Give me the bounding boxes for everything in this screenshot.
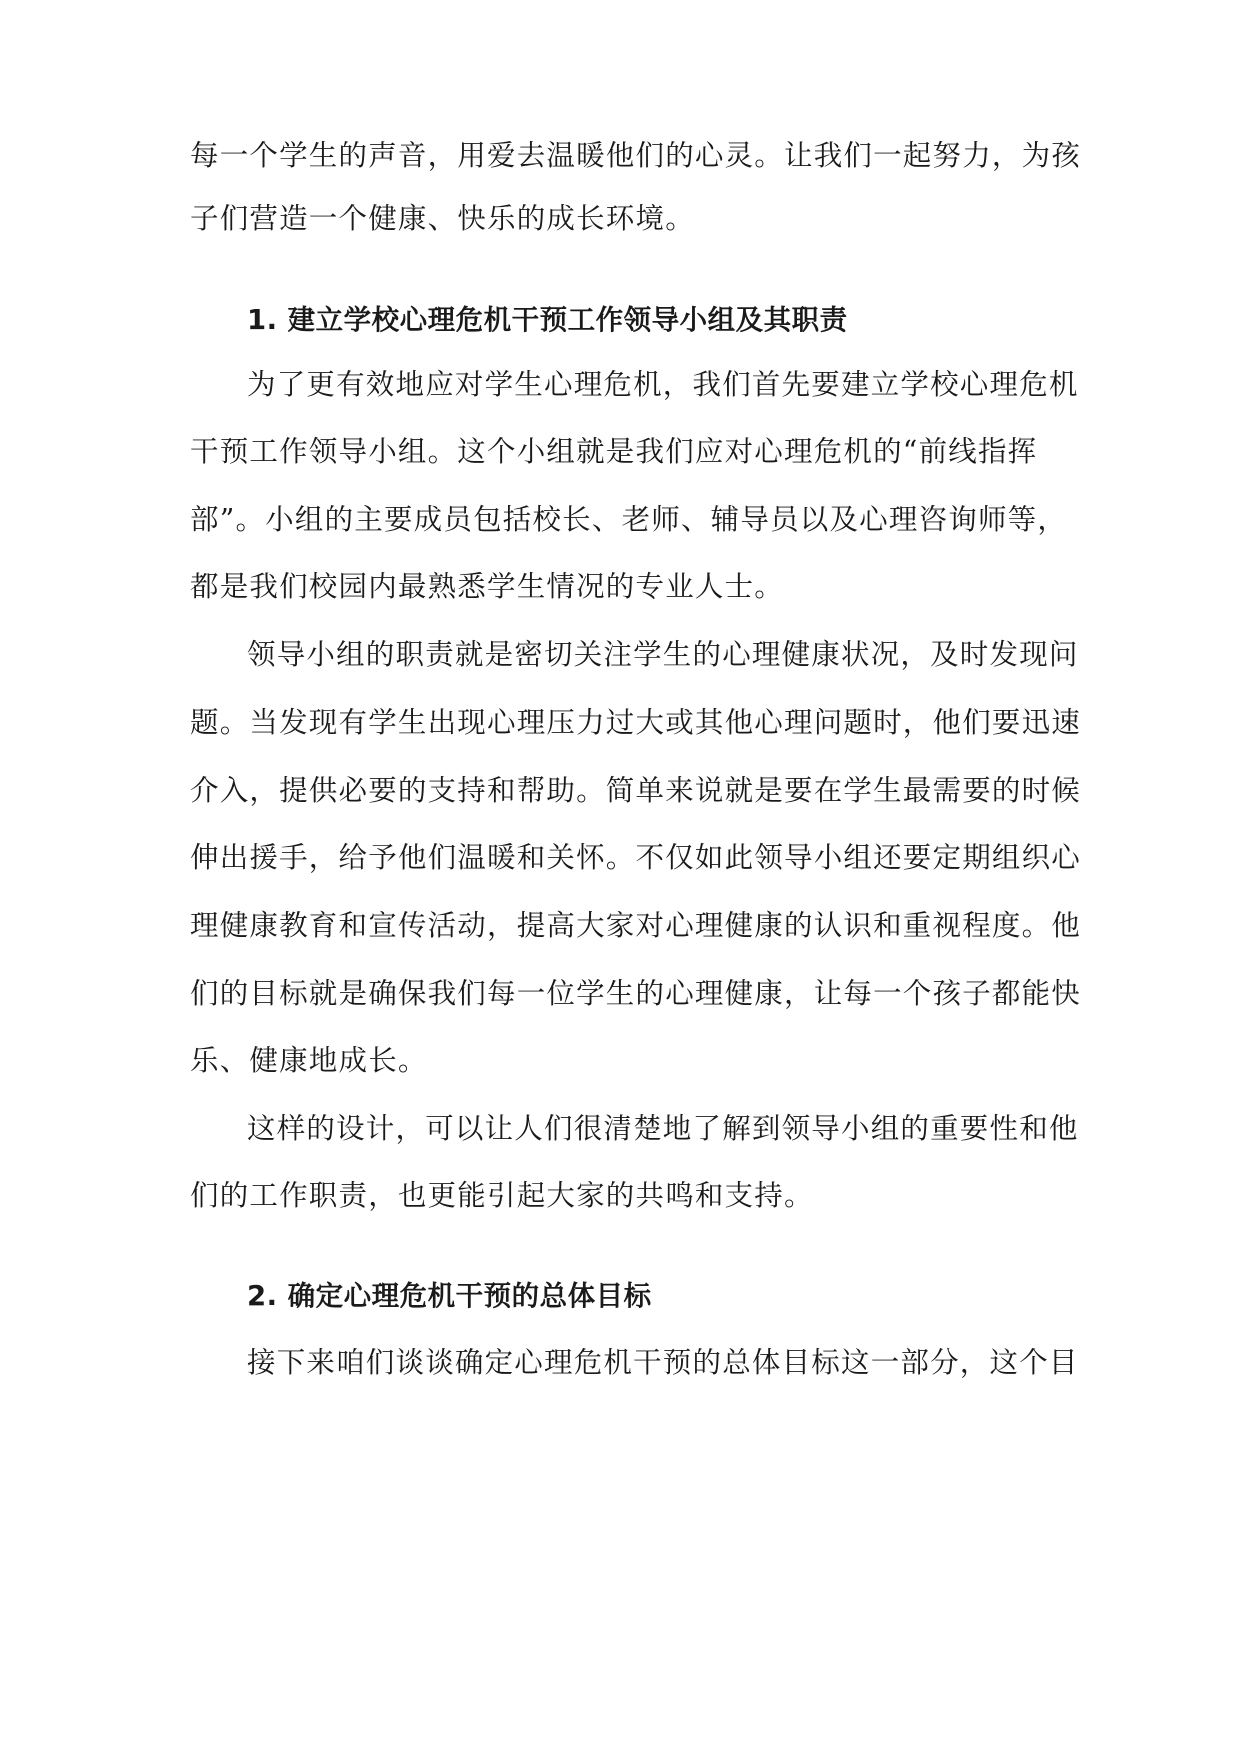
- section-heading-1: 1. 建立学校心理危机干预工作领导小组及其职责: [247, 304, 848, 336]
- body-text-line: 每一个学生的声音，用爱去温暖他们的心灵。让我们一起努力，为孩: [190, 139, 1082, 172]
- body-text-line: 伸出援手，给予他们温暖和关怀。不仅如此领导小组还要定期组织心: [190, 841, 1082, 874]
- body-text-line: 子们营造一个健康、快乐的成长环境。: [190, 202, 695, 235]
- body-text-line: 理健康教育和宣传活动，提高大家对心理健康的认识和重视程度。他: [190, 909, 1082, 942]
- body-text-line: 都是我们校园内最熟悉学生情况的专业人士。: [190, 570, 785, 603]
- body-text-line: 乐、健康地成长。: [190, 1044, 428, 1077]
- body-text-line: 干预工作领导小组。这个小组就是我们应对心理危机的“前线指挥: [190, 435, 1038, 468]
- body-text-line: 题。当发现有学生出现心理压力过大或其他心理问题时，他们要迅速: [190, 706, 1082, 739]
- body-text-line: 们的工作职责，也更能引起大家的共鸣和支持。: [190, 1179, 814, 1212]
- section-heading-2: 2. 确定心理危机干预的总体目标: [247, 1280, 652, 1312]
- body-text-line: 部”。小组的主要成员包括校长、老师、辅导员以及心理咨询师等，: [190, 503, 1068, 536]
- body-text-line: 领导小组的职责就是密切关注学生的心理健康状况，及时发现问: [247, 638, 1079, 671]
- body-text-line: 接下来咱们谈谈确定心理危机干预的总体目标这一部分，这个目: [247, 1346, 1079, 1379]
- body-text-line: 这样的设计，可以让人们很清楚地了解到领导小组的重要性和他: [247, 1112, 1079, 1145]
- body-text-line: 介入，提供必要的支持和帮助。简单来说就是要在学生最需要的时候: [190, 774, 1082, 807]
- body-text-line: 为了更有效地应对学生心理危机，我们首先要建立学校心理危机: [247, 368, 1079, 401]
- body-text-line: 们的目标就是确保我们每一位学生的心理健康，让每一个孩子都能快: [190, 977, 1082, 1010]
